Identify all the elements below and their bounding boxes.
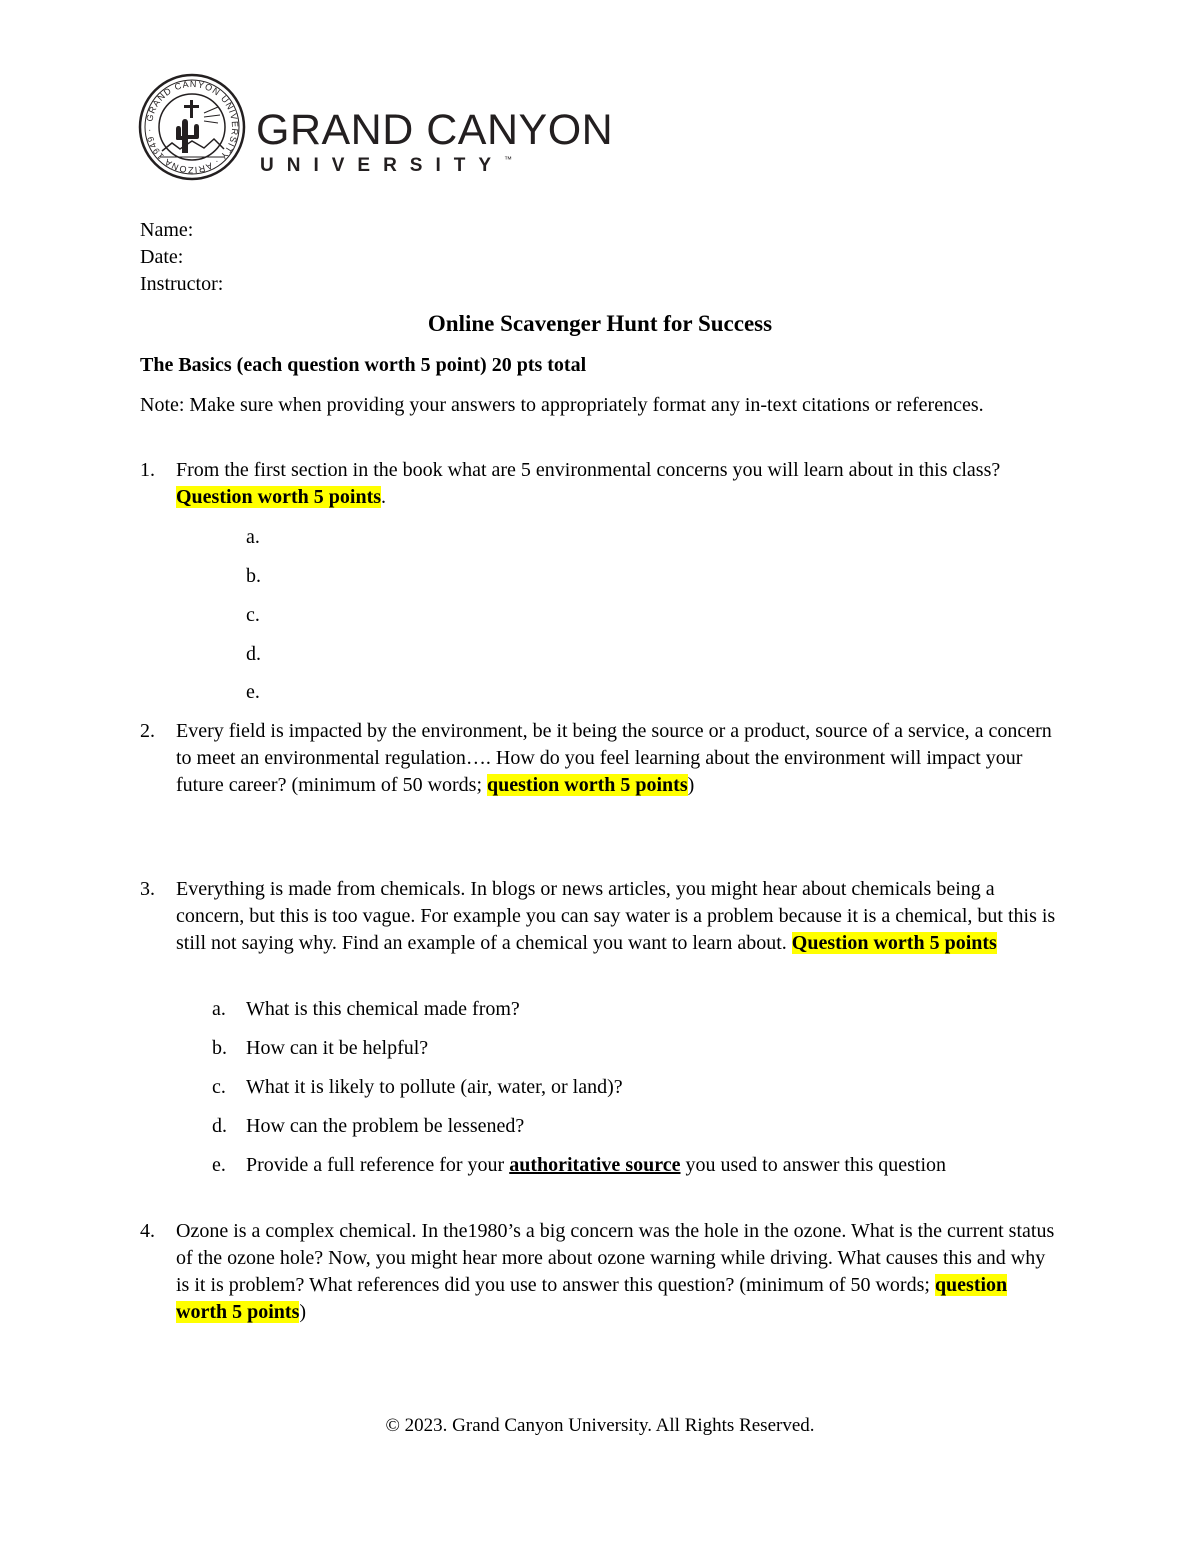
question-text — [176, 876, 1056, 957]
question-number: 2. — [140, 720, 155, 742]
item-text: How can it be helpful? — [246, 1037, 429, 1059]
question-tail: . — [381, 486, 387, 508]
copyright-footer: © 2023. Grand Canyon University. All Rights Reserved. — [385, 1415, 815, 1436]
item-text-pre: Provide a full reference for your — [246, 1154, 505, 1176]
item-letter: e. — [212, 1154, 226, 1176]
question-body: Everything is made from chemicals. In blogs or news articles, you might hear about chemicals being a concern, but this is too vague. For example you can say water is a problem because it is a chemical, but this is still not saying why. Find an example of a chemical you want to learn about. — [176, 878, 1056, 954]
header-fields — [140, 217, 223, 298]
question-tail: ) — [687, 774, 695, 796]
item-text-post: you used to answer this question — [685, 1154, 947, 1176]
q1-answer-e: e. — [246, 681, 260, 703]
authoritative-source-emphasis: authoritative source — [509, 1154, 681, 1176]
q1-answer-b: b. — [246, 565, 261, 587]
trademark-symbol: ™ — [504, 155, 513, 164]
question-number: 3. — [140, 878, 155, 900]
question-text — [176, 718, 1056, 799]
q1-answer-a: a. — [246, 526, 260, 548]
question-number: 1. — [140, 459, 155, 481]
wordmark-university: UNIVERSITY — [260, 155, 505, 176]
gcu-logo — [138, 73, 618, 181]
points-highlight: Question worth 5 points — [791, 932, 997, 954]
item-letter: a. — [212, 998, 226, 1020]
svg-text:GRAND CANYON UNIVERSITY · ARIZ: GRAND CANYON UNIVERSITY · ARIZONA 1949 · — [143, 78, 241, 176]
question-text — [176, 457, 1056, 511]
question-number: 4. — [140, 1220, 155, 1242]
university-seal-icon — [138, 73, 246, 181]
points-highlight: Question worth 5 points — [176, 486, 382, 508]
item-letter: b. — [212, 1037, 227, 1059]
question-tail: ) — [299, 1301, 307, 1323]
question-text — [176, 1218, 1056, 1326]
item-letter: c. — [212, 1076, 226, 1098]
wordmark-line1: GRAND CANYON — [256, 106, 614, 154]
question-body: From the first section in the book what are 5 environmental concerns you will learn about in this class? — [176, 459, 1001, 481]
question-body: Every field is impacted by the environment, be it being the source or a product, source of a service, a concern to meet an environmental regulation…. How do you feel learning about the environment will impact your future career? (minimum of 50 words; — [176, 720, 1052, 796]
document-title: Online Scavenger Hunt for Success — [427, 311, 773, 336]
item-text: How can the problem be lessened? — [246, 1115, 525, 1137]
item-text — [246, 1152, 1006, 1179]
points-highlight: question worth 5 points — [176, 1274, 1008, 1323]
question-body: Ozone is a complex chemical. In the1980’s a big concern was the hole in the ozone. What is the current status of the ozone hole? Now, you might hear more about ozone warning while driving. What causes this and why is it is problem? What references did you use to answer this question? (minimum of 50 words; — [176, 1220, 1055, 1296]
item-letter: d. — [212, 1115, 227, 1137]
name-label: Name: — [140, 219, 194, 241]
date-label: Date: — [140, 246, 184, 268]
item-text: What is this chemical made from? — [246, 998, 520, 1020]
wordmark — [256, 107, 613, 177]
section-heading: The Basics (each question worth 5 point) 20 pts total — [140, 354, 587, 376]
q1-answer-c: c. — [246, 604, 260, 626]
points-highlight: question worth 5 points — [487, 774, 688, 796]
instructor-label: Instructor: — [140, 273, 224, 295]
note-paragraph: Note: Make sure when providing your answers to appropriately format any in-text citations or references. — [140, 394, 984, 416]
q1-answer-d: d. — [246, 643, 261, 665]
wordmark-line2 — [260, 155, 613, 177]
item-text: What it is likely to pollute (air, water, or land)? — [246, 1076, 623, 1098]
